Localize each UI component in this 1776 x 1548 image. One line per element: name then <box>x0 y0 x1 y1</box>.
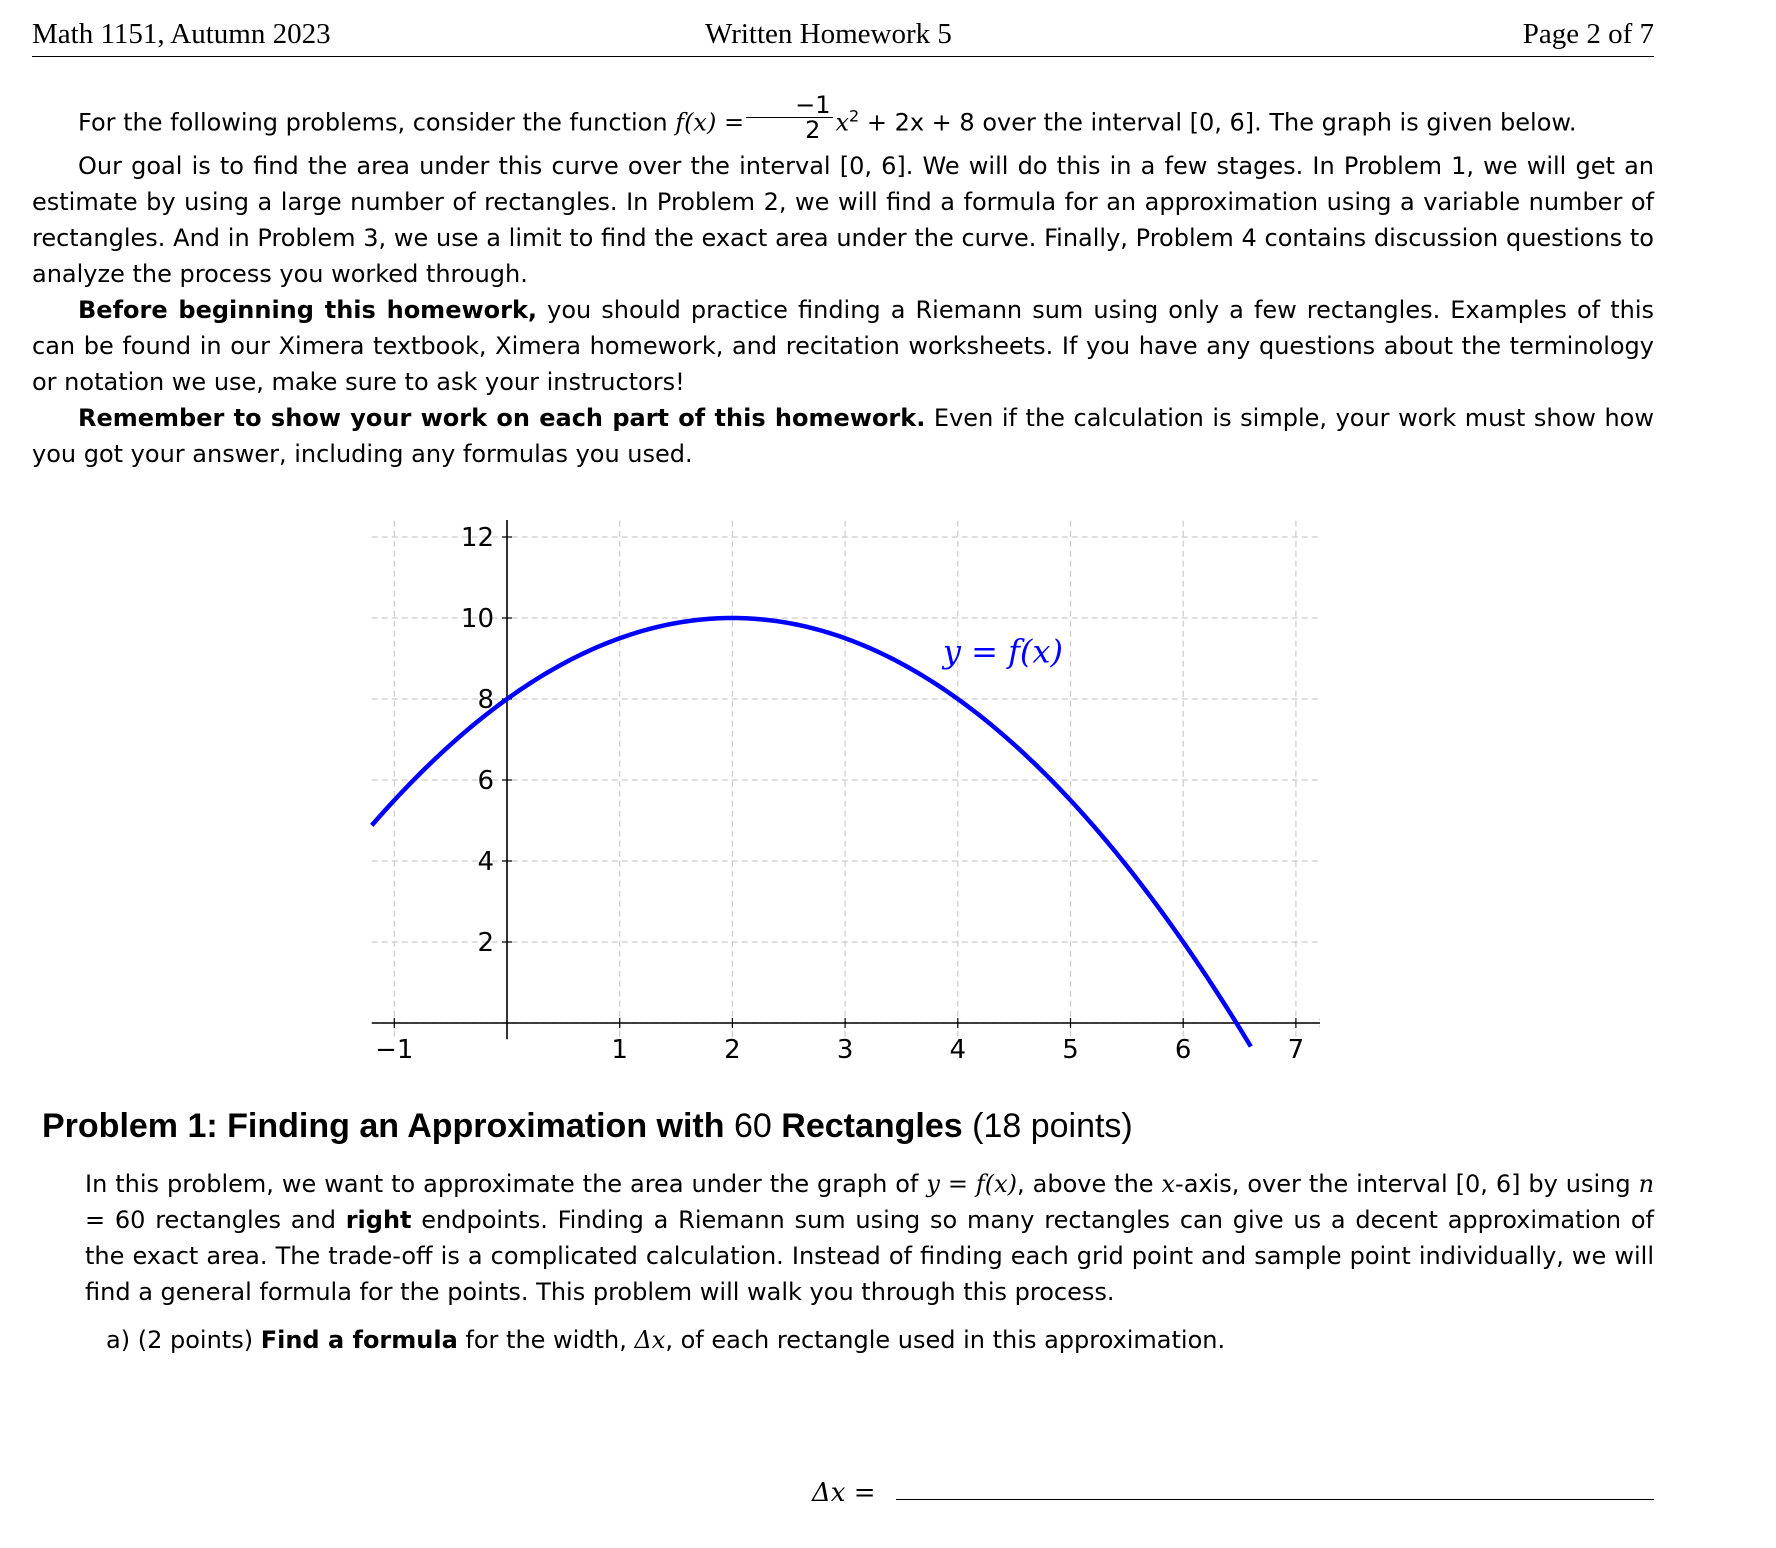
intro-text <box>32 91 1654 472</box>
x-tick-label: 7 <box>1287 1035 1305 1065</box>
fraction-numerator: −1 <box>746 93 833 118</box>
problem-1-body <box>85 1166 1654 1310</box>
part-a-rest-2: , of each rectangle used in this approximation. <box>665 1326 1226 1354</box>
part-a-points: (2 points) <box>137 1326 254 1354</box>
para3-bold: Before beginning this homework, <box>78 296 538 324</box>
part-a-label: a) <box>106 1326 131 1354</box>
poly-exponent: 2 <box>849 106 860 126</box>
page-number: Page 2 of 7 <box>1522 18 1654 50</box>
y-tick-label: 12 <box>460 523 494 553</box>
part-a-dx: Δx <box>634 1326 666 1354</box>
part-a-bold: Find a formula <box>260 1326 458 1354</box>
body-yfx: y = f(x) <box>926 1170 1018 1198</box>
course-title: Math 1151, Autumn 2023 <box>32 18 331 50</box>
function-curve <box>372 618 1251 1046</box>
intro-line1-pre: For the following problems, consider the function <box>78 108 676 137</box>
problem-1-title <box>42 1107 1133 1146</box>
body-seg-1: In this problem, we want to approximate the area under the graph of <box>85 1170 927 1198</box>
x-tick-label: 6 <box>1174 1035 1192 1065</box>
y-tick-label: 8 <box>477 685 494 715</box>
poly-rest: + 2x + 8 <box>859 108 975 137</box>
page-header <box>32 14 1654 57</box>
body-n: n <box>1638 1170 1655 1198</box>
body-seg-3: -axis, over the interval [0, 6] by using <box>1175 1170 1639 1198</box>
y-tick-label: 10 <box>460 604 494 634</box>
function-graph <box>360 520 1320 1080</box>
intro-paragraph-1 <box>32 91 1654 148</box>
poly-x: x <box>835 108 850 137</box>
x-tick-label: 4 <box>949 1035 967 1065</box>
answer-blank-line[interactable] <box>896 1499 1654 1500</box>
graph-svg <box>360 520 1320 1080</box>
y-tick-label: 4 <box>477 847 494 877</box>
problem-title-part1: Problem 1: Finding an Approximation with <box>42 1107 734 1145</box>
assignment-title: Written Homework 5 <box>705 18 952 50</box>
intro-paragraph-2: Our goal is to find the area under this curve over the interval [0, 6]. We will do this in a few stages. In Problem 1, we will get an estimate by using a large number of rectangles. In Problem 2, we will find a formula for an approximation using a variable number of rectangles. And in Problem 3, we use a limit to find the exact area under the curve. Finally, Problem 4 contains discussion questions to analyze the process you worked through. <box>32 152 1654 288</box>
answer-label <box>812 1478 876 1508</box>
body-x-axis: x <box>1161 1170 1176 1198</box>
fraction <box>746 93 833 142</box>
part-a-rest-1: for the width, <box>457 1326 635 1354</box>
body-seg-5: endpoints. Finding a Riemann sum using so many rectangles can give us a decent approximation of the exact area. The trade-off is a complicated calculation. Instead of finding each grid point and sample point individually, we will find a general formula for the points. This problem will walk you through this process. <box>85 1206 1654 1306</box>
body-right: right <box>345 1206 412 1234</box>
x-tick-label: 3 <box>836 1035 854 1065</box>
function-definition: f(x) = <box>675 108 745 137</box>
intro-line1-post: over the interval [0, 6]. The graph is given below. <box>974 108 1577 137</box>
body-seg-2: , above the <box>1017 1170 1162 1198</box>
para4-rest: Even if the calculation is simple, your work must show how you got your answer, including any formulas you used. <box>32 404 1654 468</box>
problem-points: (18 points) <box>962 1107 1133 1145</box>
x-tick-label: 5 <box>1062 1035 1079 1065</box>
x-tick-label: 1 <box>611 1035 628 1065</box>
answer-dx-label: Δx = <box>812 1478 876 1508</box>
fraction-denominator: 2 <box>805 116 821 144</box>
problem-title-number: 60 <box>733 1107 772 1145</box>
y-tick-label: 6 <box>477 766 494 796</box>
para3-rest: you should practice finding a Riemann sum using only a few rectangles. Examples of this can be found in our Ximera textbook, Ximera homework, and recitation worksheets. If you have any questions about the terminology or notation we use, make sure to ask your instructors! <box>32 296 1654 396</box>
x-tick-label: 2 <box>724 1035 741 1065</box>
problem-title-part2: Rectangles <box>771 1107 963 1145</box>
intro-paragraph-3 <box>32 292 1654 400</box>
intro-paragraph-4 <box>32 400 1654 472</box>
y-tick-label: 2 <box>477 928 494 958</box>
body-seg-4: = 60 rectangles and <box>85 1206 346 1234</box>
curve-label: y = f(x) <box>942 632 1063 671</box>
para4-bold: Remember to show your work on each part of this homework. <box>78 404 926 432</box>
part-a <box>106 1322 1225 1358</box>
x-tick-label: −1 <box>375 1035 414 1065</box>
